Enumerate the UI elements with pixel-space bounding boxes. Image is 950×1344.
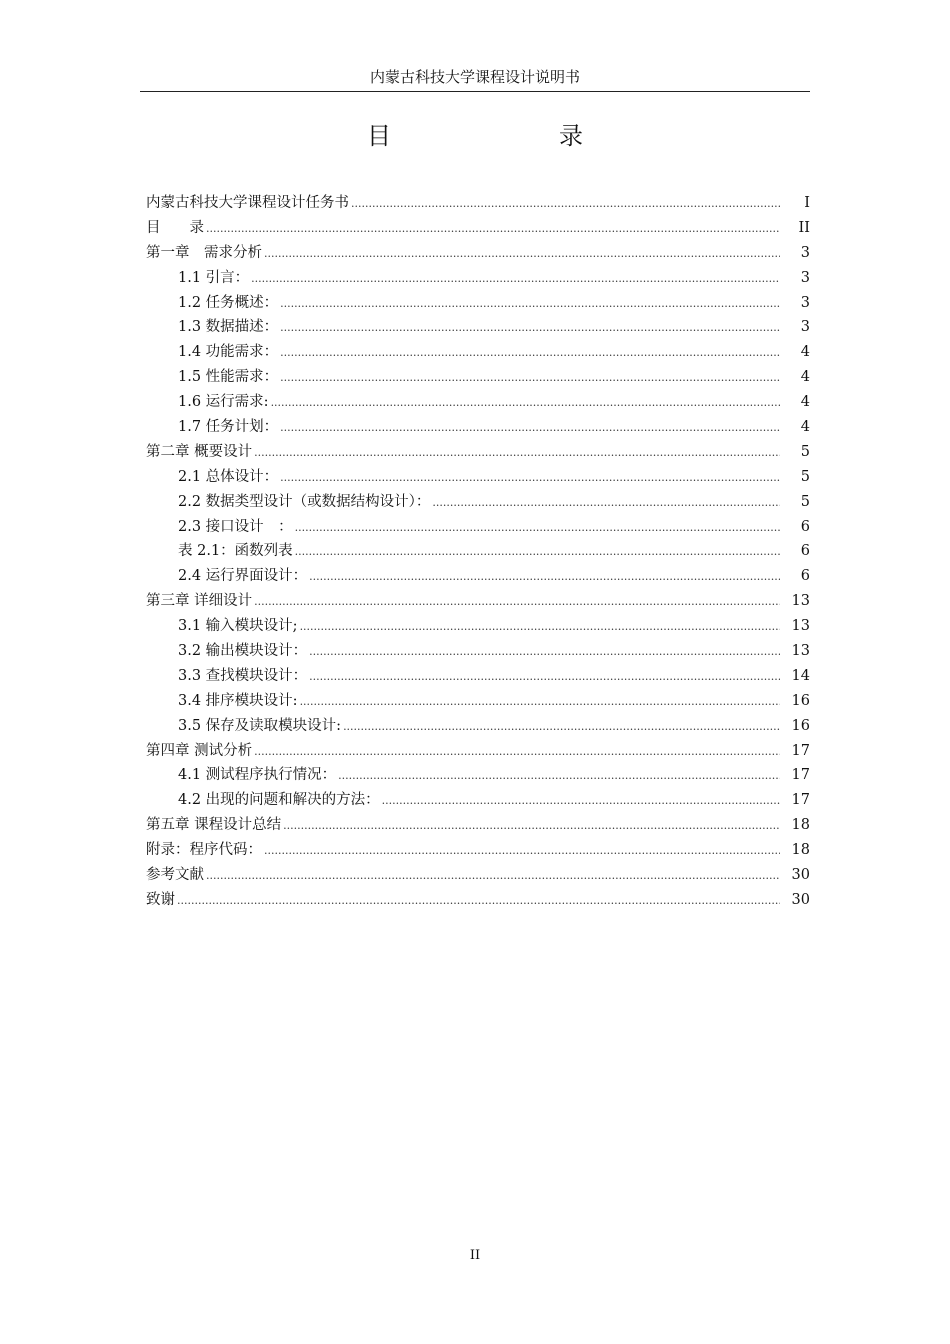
- toc-dot-leader: [309, 665, 780, 690]
- toc-entry-page: 3: [800, 294, 810, 311]
- toc-dot-leader: [264, 839, 780, 864]
- toc-dot-leader: [264, 242, 780, 267]
- toc-entry[interactable]: [146, 888, 810, 913]
- toc-entry-page: 6: [800, 543, 810, 560]
- toc-entry-page: 6: [800, 518, 810, 535]
- toc-entry-label: 第一章 需求分析: [146, 244, 262, 261]
- toc-entry[interactable]: [146, 763, 810, 788]
- toc-entry-label: 3.4 排序模块设计:: [178, 692, 298, 709]
- toc-entry[interactable]: [146, 440, 810, 465]
- toc-entry[interactable]: [146, 838, 810, 863]
- toc-entry[interactable]: [146, 664, 810, 689]
- toc-entry[interactable]: [146, 415, 810, 440]
- toc-entry-label: 附录：程序代码：: [146, 842, 262, 859]
- toc-entry[interactable]: [146, 315, 810, 340]
- toc-dot-leader: [280, 366, 780, 391]
- toc-dot-leader: [432, 491, 780, 516]
- toc-entry[interactable]: [146, 714, 810, 739]
- toc-entry-page: 4: [800, 419, 810, 436]
- toc-entry[interactable]: [146, 515, 810, 540]
- header-divider: [140, 91, 810, 92]
- toc-dot-leader: [280, 341, 780, 366]
- toc-entry-page: 3: [800, 244, 810, 261]
- toc-entry-page: 5: [800, 468, 810, 485]
- toc-entry-label: 1.6 运行需求:: [178, 394, 269, 411]
- toc-dot-leader: [295, 516, 780, 541]
- toc-entry-label: 1.5 性能需求：: [178, 369, 279, 386]
- toc-dot-leader: [254, 590, 780, 615]
- toc-entry-page: 17: [791, 742, 810, 759]
- toc-entry-page: 14: [791, 667, 810, 684]
- toc-entry[interactable]: [146, 266, 810, 291]
- toc-entry-page: 3: [800, 319, 810, 336]
- toc-entry[interactable]: [146, 689, 810, 714]
- toc-entry-label: 第五章 课程设计总结: [146, 817, 282, 834]
- toc-dot-leader: [382, 789, 780, 814]
- toc-entry-page: 13: [791, 593, 810, 610]
- toc-entry-label: 3.1 输入模块设计;: [178, 618, 298, 635]
- toc-entry-label: 1.4 功能需求：: [178, 344, 279, 361]
- toc-entry-label: 3.5 保存及读取模块设计:: [178, 717, 342, 734]
- toc-entry-page: 17: [791, 767, 810, 784]
- toc-entry-page: 16: [791, 692, 810, 709]
- toc-dot-leader: [177, 889, 780, 914]
- toc-entry-label: 2.3 接口设计 ：: [178, 518, 293, 535]
- toc-dot-leader: [280, 292, 780, 317]
- toc-entry-label: 4.1 测试程序执行情况：: [178, 767, 337, 784]
- toc-entry-label: 4.2 出现的问题和解决的方法：: [178, 792, 380, 809]
- toc-entry[interactable]: [146, 564, 810, 589]
- toc-entry-page: 18: [791, 817, 810, 834]
- toc-entry-label: 2.1 总体设计：: [178, 468, 279, 485]
- toc-dot-leader: [206, 217, 780, 242]
- toc-dot-leader: [206, 864, 780, 889]
- toc-entry[interactable]: [146, 788, 810, 813]
- toc-entry-label: 1.7 任务计划：: [178, 419, 279, 436]
- toc-entry-label: 1.2 任务概述：: [178, 294, 279, 311]
- toc-entry-page: 5: [800, 493, 810, 510]
- toc-entry-label: 致谢: [146, 891, 175, 908]
- toc-entry-page: 6: [800, 568, 810, 585]
- toc-dot-leader: [271, 391, 780, 416]
- toc-entry-page: 16: [791, 717, 810, 734]
- toc-entry-page: 4: [800, 344, 810, 361]
- toc-entry[interactable]: [146, 589, 810, 614]
- toc-entry-page: 13: [791, 643, 810, 660]
- toc-dot-leader: [300, 615, 780, 640]
- toc-entry-page: 3: [800, 269, 810, 286]
- toc-entry-label: 内蒙古科技大学课程设计任务书: [146, 195, 349, 211]
- toc-dot-leader: [343, 715, 780, 740]
- toc-dot-leader: [254, 740, 780, 765]
- toc-entry[interactable]: [146, 291, 810, 316]
- toc-entry-page: 4: [800, 369, 810, 386]
- toc-dot-leader: [309, 565, 780, 590]
- toc-entry-label: 2.2 数据类型设计（或数据结构设计）：: [178, 493, 431, 510]
- toc-dot-leader: [251, 267, 780, 292]
- toc-entry[interactable]: [146, 639, 810, 664]
- toc-entry-label: 第二章 概要设计: [146, 443, 253, 460]
- toc-dot-leader: [280, 416, 780, 441]
- table-of-contents: [146, 191, 810, 913]
- toc-dot-leader: [295, 540, 780, 565]
- toc-entry-label: 3.2 输出模块设计：: [178, 643, 308, 660]
- toc-dot-leader: [280, 466, 780, 491]
- toc-entry-page: 17: [791, 792, 810, 809]
- toc-entry[interactable]: [146, 539, 810, 564]
- toc-entry[interactable]: [146, 365, 810, 390]
- toc-entry-page: 30: [791, 891, 810, 908]
- toc-dot-leader: [351, 192, 780, 217]
- toc-entry[interactable]: [146, 191, 810, 216]
- page-header: 内蒙古科技大学课程设计说明书: [369, 68, 580, 86]
- toc-entry-page: 4: [800, 394, 810, 411]
- toc-entry-label: 目 录: [146, 219, 204, 236]
- toc-dot-leader: [338, 764, 780, 789]
- toc-entry-label: 表 2.1：函数列表: [178, 543, 293, 560]
- toc-entry-page: 18: [791, 842, 810, 859]
- toc-entry-page: I: [804, 195, 810, 211]
- toc-dot-leader: [280, 316, 780, 341]
- toc-entry-page: II: [798, 219, 810, 236]
- toc-entry[interactable]: [146, 490, 810, 515]
- toc-entry-label: 2.4 运行界面设计：: [178, 568, 308, 585]
- toc-entry[interactable]: [146, 465, 810, 490]
- toc-entry-page: 30: [791, 867, 810, 884]
- toc-entry[interactable]: [146, 216, 810, 241]
- toc-dot-leader: [254, 441, 780, 466]
- page-number: II: [469, 1248, 481, 1263]
- toc-entry[interactable]: [146, 390, 810, 415]
- toc-entry-page: 13: [791, 618, 810, 635]
- toc-dot-leader: [300, 690, 780, 715]
- toc-entry[interactable]: [146, 813, 810, 838]
- toc-entry-page: 5: [800, 443, 810, 460]
- toc-entry-label: 1.1 引言：: [178, 269, 250, 286]
- toc-dot-leader: [309, 640, 780, 665]
- toc-entry-label: 3.3 查找模块设计：: [178, 667, 308, 684]
- toc-entry-label: 第四章 测试分析: [146, 742, 253, 759]
- toc-dot-leader: [283, 814, 780, 839]
- toc-entry[interactable]: [146, 241, 810, 266]
- toc-entry-label: 第三章 详细设计: [146, 593, 253, 610]
- toc-entry-label: 参考文献: [146, 867, 204, 884]
- toc-entry[interactable]: [146, 863, 810, 888]
- toc-entry[interactable]: [146, 614, 810, 639]
- page-title: 目 录: [367, 122, 623, 150]
- toc-entry[interactable]: [146, 340, 810, 365]
- toc-entry-label: 1.3 数据描述：: [178, 319, 279, 336]
- toc-entry[interactable]: [146, 739, 810, 764]
